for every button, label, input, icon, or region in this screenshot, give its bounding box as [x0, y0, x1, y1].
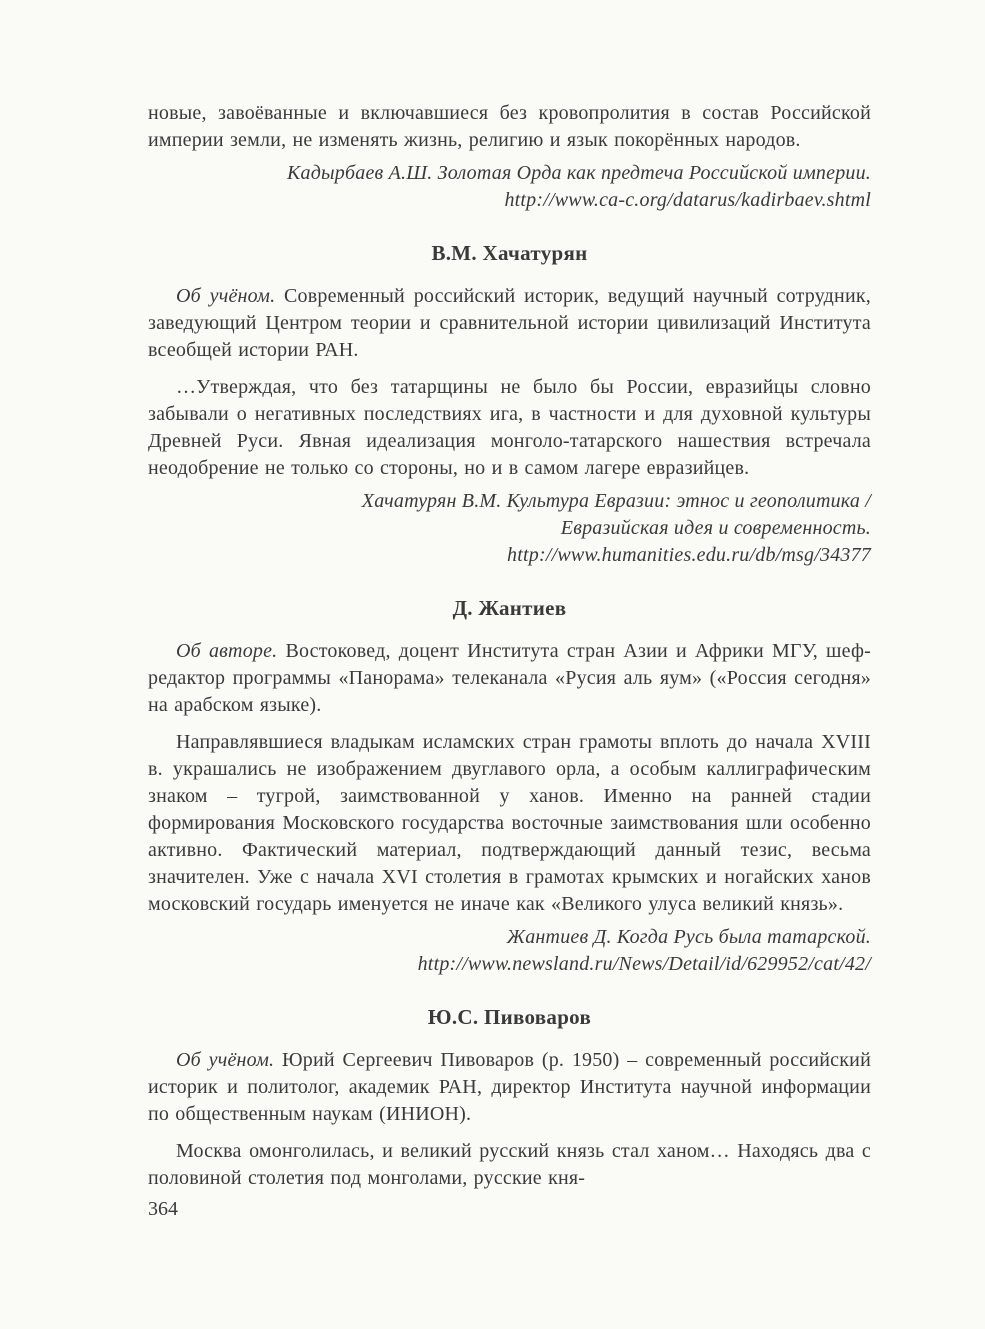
page-number: 364	[148, 1198, 178, 1220]
author-heading-pivovarov: Ю.С. Пивоваров	[427, 1005, 592, 1029]
author-heading-zhantiev: Д. Жантиев	[452, 596, 567, 620]
quote-paragraph-khachaturyan: …Утверждая, что без татарщины не было бы России, евразийцы словно забывали о негативных последствиях ига, в частности и для духовной культуры Древней Руси. Явная идеализация монголо-татарского нашествия встречала неодобрение не только со стороны, но и в самом лагере евразийцев.	[148, 376, 871, 479]
citation-zhantiev-text: Жантиев Д. Когда Русь была татарской.	[506, 926, 871, 948]
citation-zhantiev-url: http://www.newsland.ru/News/Detail/id/629952/cat/42/	[417, 953, 871, 975]
citation-zhantiev	[148, 924, 871, 978]
about-text-pivovarov: Юрий Сергеевич Пивоваров (р. 1950) – современный российский историк и политолог, академик РАН, директор Института научной информации по общественным наукам (ИНИОН).	[148, 1049, 871, 1125]
citation-kadyrbaev-url: http://www.ca-c.org/datarus/kadirbaev.shtml	[504, 189, 871, 211]
about-paragraph-khachaturyan	[148, 283, 871, 364]
about-label-zhantiev: Об авторе.	[176, 640, 278, 662]
about-label-pivovarov: Об учёном.	[176, 1049, 275, 1071]
quote-paragraph-pivovarov: Москва омонголилась, и великий русский князь стал ханом… Находясь два с половиной столетия под монголами, русские кня-	[148, 1140, 871, 1189]
author-heading-khachaturyan: В.М. Хачатурян	[431, 241, 588, 265]
about-paragraph-zhantiev	[148, 638, 871, 719]
about-paragraph-pivovarov	[148, 1047, 871, 1128]
citation-kadyrbaev	[148, 160, 871, 214]
citation-khachaturyan: Хачатурян В.М. Культура Евразии: этнос и геополитика / Евразийская идея и современность. http://www.humanities.edu.ru/db/msg/34377	[361, 490, 871, 566]
about-text-khachaturyan: Современный российский историк, ведущий научный сотрудник, заведующий Центром теории и сравнительной истории цивилизаций Института всеобщей истории РАН.	[148, 285, 871, 361]
quote-paragraph-zhantiev: Направлявшиеся владыкам исламских стран грамоты вплоть до начала XVIII в. украшались не изображением двуглавого орла, а особым каллиграфическим знаком – тугрой, заимствованной у ханов. Именно на ранней стадии формирования Московского государства восточные заимствования шли особенно активно. Фактический материал, подтверждающий данный тезис, весьма значителен. Уже с начала XVI столетия в грамотах крымских и ногайских ханов московский государь именуется не иначе как «Великого улуса великий князь».	[148, 731, 871, 915]
intro-paragraph: новые, завоёванные и включавшиеся без кровопролития в состав Российской империи земли, не изменять жизнь, религию и язык покорённых народов.	[148, 102, 871, 151]
citation-kadyrbaev-text: Кадырбаев А.Ш. Золотая Орда как предтеча Российской империи.	[287, 162, 871, 184]
about-label-khachaturyan: Об учёном.	[176, 285, 276, 307]
about-text-zhantiev: Востоковед, доцент Института стран Азии и Африки МГУ, шеф-редактор программы «Панорама» телеканала «Русия аль яум» («Россия сегодня» на арабском языке).	[148, 640, 871, 716]
